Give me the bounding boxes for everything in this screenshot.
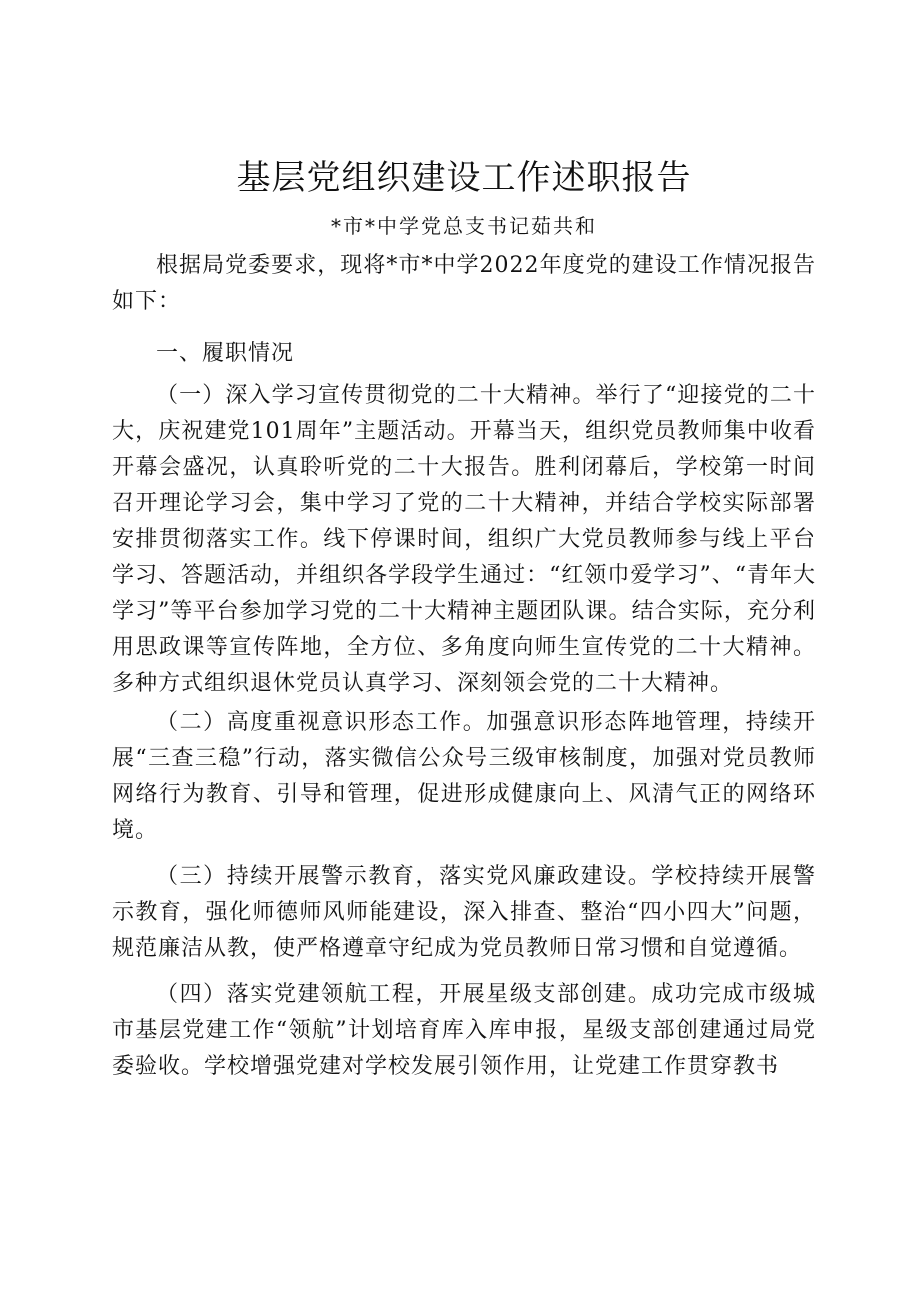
- document-title: 基层党组织建设工作述职报告: [236, 158, 692, 198]
- section-heading: 一、履职情况: [156, 341, 295, 366]
- document-subtitle: *市*中学党总支书记茹共和: [331, 214, 597, 238]
- document-page: [112, 150, 816, 1095]
- paragraph-4: （四）落实党建领航工程，开展星级支部创建。成功完成市级城市基层党建工作“领航”计划培育库入库申报，星级支部创建通过局党委验收。学校增强党建对学校发展引领作用，让党建工作贯穿教书: [112, 982, 816, 1079]
- paragraph-1: （一）深入学习宣传贯彻党的二十大精神。举行了“迎接党的二十大，庆祝建党101周年”主题活动。开幕当天，组织党员教师集中收看开幕会盛况，认真聆听党的二十大报告。胜利闭幕后，学校第一时间召开理论学习会，集中学习了党的二十大精神，并结合学校实际部署安排贯彻落实工作。线下停课时间，组织广大党员教师参与线上平台学习、答题活动，并组织各学段学生通过：“红领巾爱学习”、“青年大学习”等平台参加学习党的二十大精神主题团队课。结合实际，充分利用思政课等宣传阵地，全方位、多角度向师生宣传党的二十大精神。多种方式组织退休党员认真学习、深刻领会党的二十大精神。: [112, 383, 816, 696]
- paragraph-2: （二）高度重视意识形态工作。加强意识形态阵地管理，持续开展“三查三稳”行动，落实微信公众号三级审核制度，加强对党员教师网络行为教育、引导和管理，促进形成健康向上、风清气正的网络环境。: [112, 710, 816, 843]
- paragraph-3: （三）持续开展警示教育，落实党风廉政建设。学校持续开展警示教育，强化师德师风师能建设，深入排查、整治“四小四大”问题，规范廉洁从教，使严格遵章守纪成为党员教师日常习惯和自觉遵循。: [112, 864, 816, 961]
- intro-paragraph: 根据局党委要求，现将*市*中学2022年度党的建设工作情况报告如下：: [112, 253, 816, 314]
